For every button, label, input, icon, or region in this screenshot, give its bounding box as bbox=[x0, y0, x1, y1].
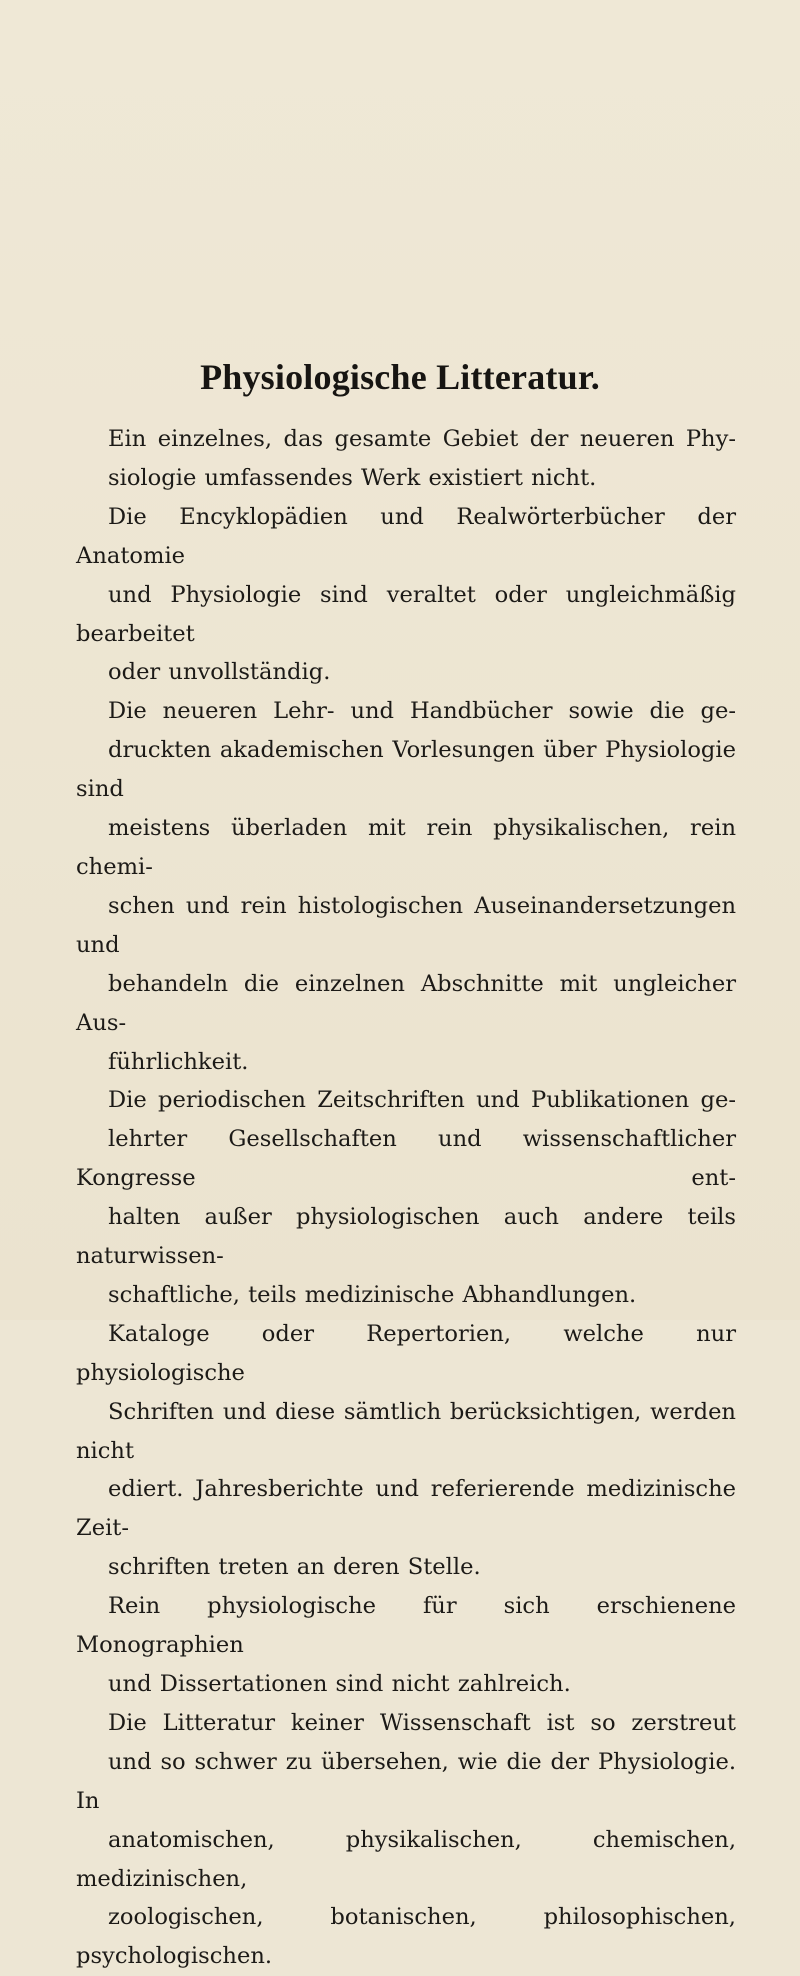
text-line: schriften treten an deren Stelle. bbox=[108, 1554, 481, 1581]
paragraph-3 bbox=[76, 692, 736, 1081]
text-line: Die neueren Lehr- und Handbücher sowie die ge- bbox=[108, 698, 736, 725]
body-text bbox=[76, 420, 736, 1976]
text-line: Die Encyklopädien und Realwörterbücher der Anatomie bbox=[76, 503, 736, 569]
text-line: halten außer physiologischen auch andere teils naturwissen- bbox=[76, 1204, 736, 1270]
paragraph-4 bbox=[76, 1081, 736, 1314]
text-line: behandeln die einzelnen Abschnitte mit ungleicher Aus- bbox=[76, 970, 736, 1036]
text-line: oder unvollständig. bbox=[108, 659, 331, 686]
text-line: und so schwer zu übersehen, wie die der Physiologie. In bbox=[76, 1748, 736, 1814]
text-line: Ein einzelnes, das gesamte Gebiet der neueren Phy- bbox=[108, 426, 736, 452]
text-line: Die Litteratur keiner Wissenschaft ist so zerstreut bbox=[108, 1709, 736, 1736]
text-line: druckten akademischen Vorlesungen über Physiologie sind bbox=[76, 737, 736, 803]
text-line: zoologischen, botanischen, philosophischen, psychologischen. bbox=[76, 1904, 736, 1970]
text-line: und Dissertationen sind nicht zahlreich. bbox=[108, 1671, 571, 1697]
text-line: schaftliche, teils medizinische Abhandlungen. bbox=[108, 1281, 637, 1308]
text-line: lehrter Gesellschaften und wissenschaftlicher Kongresse ent- bbox=[76, 1126, 736, 1192]
paragraph-5 bbox=[76, 1315, 736, 1587]
paragraph-6 bbox=[76, 1587, 736, 1704]
text-line: und Physiologie sind veraltet oder ungleichmäßig bearbeitet bbox=[76, 581, 736, 647]
text-line: Die periodischen Zeitschriften und Publikationen ge- bbox=[108, 1087, 736, 1114]
page-title: Physiologische Litteratur. bbox=[200, 357, 600, 397]
text-line: Kataloge oder Repertorien, welche nur physiologische bbox=[76, 1320, 736, 1386]
paragraph-7 bbox=[76, 1704, 736, 1976]
text-line: ediert. Jahresberichte und referierende medizinische Zeit- bbox=[76, 1476, 736, 1542]
text-line: siologie umfassendes Werk existiert nicht. bbox=[108, 464, 597, 491]
text-line: anatomischen, physikalischen, chemischen, medizinischen, bbox=[76, 1826, 736, 1892]
paragraph-2 bbox=[76, 498, 736, 693]
text-line: Rein physiologische für sich erschienene Monographien bbox=[76, 1593, 736, 1659]
paragraph-1 bbox=[76, 420, 736, 498]
text-line: schen und rein histologischen Auseinandersetzungen und bbox=[76, 892, 736, 958]
text-line: führlichkeit. bbox=[108, 1048, 249, 1075]
text-line: meistens überladen mit rein physikalischen, rein chemi- bbox=[76, 815, 736, 880]
text-line: Schriften und diese sämtlich berücksichtigen, werden nicht bbox=[76, 1398, 736, 1464]
